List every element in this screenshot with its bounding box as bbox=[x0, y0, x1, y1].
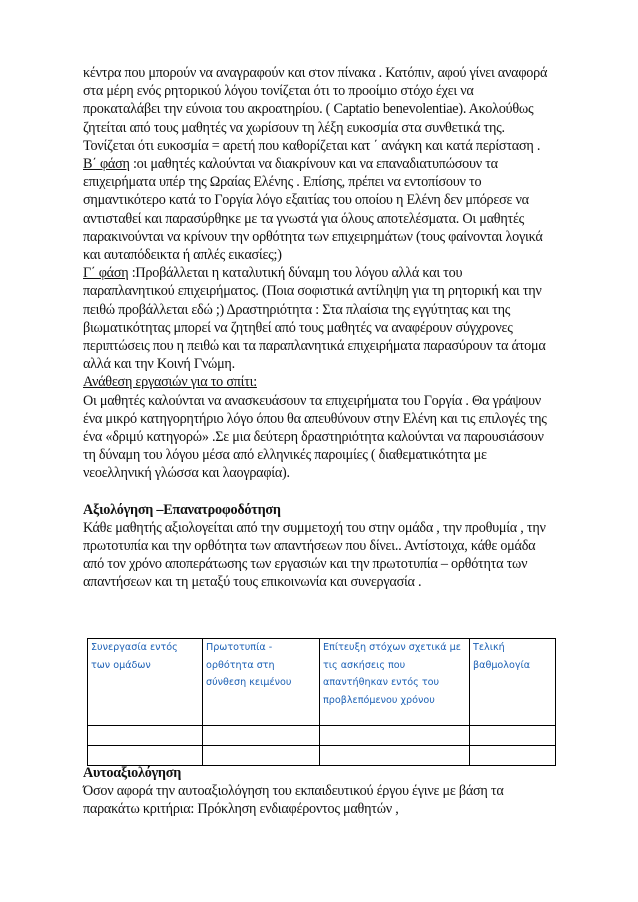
table-header-row bbox=[88, 639, 556, 726]
table-row bbox=[88, 726, 556, 746]
phase-c-paragraph bbox=[83, 264, 553, 373]
self-evaluation-paragraph: Όσον αφορά την αυτοαξιολόγηση του εκπαιδευτικού έργου έγινε με βάση τα παρακάτω κριτήρια: Πρόκληση ενδιαφέροντος μαθητών , bbox=[83, 783, 504, 818]
spacer bbox=[83, 483, 553, 501]
evaluation-table bbox=[87, 638, 556, 766]
phase-b-text: :οι μαθητές καλούνται να διακρίνουν και να επαναδιατυπώσουν τα επιχειρήματα υπέρ της Ωραίας Ελένης . Επίσης, πρέπει να εντοπίσουν το σημαντικότερο κατά το Γοργία λόγο εξαιτίας του οποίου η Ελένη δεν μπόρεσε να αντισταθεί και παρασύρθηκε με τα γνωστά για όλους αποτελέσματα. Οι μαθητές παρακινούνται να κρίνουν την ορθότητα των επιχειρημάτων (τους φαίνονται λογικά και αυταπόδεικτα ή απλές εικασίες;) bbox=[83, 156, 543, 264]
phase-c-label: Γ΄ φάση bbox=[83, 265, 129, 282]
phase-c-text: :Προβάλλεται η καταλυτική δύναμη του λόγου αλλά και του παραπλανητικού επιχειρήματος. (Ποια σοφιστικά αντίληψη για τη ρητορική και την πειθώ προβάλλεται εδώ ;) Δραστηριότητα : Στα πλαίσια της εγγύτητας και της βιωματικότητας μπορεί να ζητηθεί από τους μαθητές να αναφέρουν σύγχρονες περιπτώσεις που η πειθώ και τα παραπλανητικά επιχειρήματα παρασύρουν τα άτομα αλλά και την Κοινή Γνώμη. bbox=[83, 265, 546, 373]
table-cell bbox=[88, 726, 203, 746]
evaluation-paragraph: Κάθε μαθητής αξιολογείται από την συμμετοχή του στην ομάδα , την προθυμία , την πρωτοτυπία και την ορθότητα των απαντήσεων που δίνει.. Αντίστοιχα, κάθε ομάδα από τον χρόνο αποπεράτωσης των εργασιών και την πρωτοτυπία – ορθότητα των απαντήσεων και τη μεταξύ τους επικοινωνία και συνεργασία . bbox=[83, 519, 546, 591]
header-cell-cooperation: Συνεργασία εντός των ομάδων bbox=[88, 639, 203, 726]
table-cell bbox=[470, 746, 556, 766]
homework-paragraph: Οι μαθητές καλούνται να ανασκευάσουν τα επιχειρήματα του Γοργία . Θα γράψουν ένα μικρό κατηγορητήριο λόγο όπου θα απευθύνουν στην Ελένη και τις επιλογές της ένα «δριμύ κατηγορώ» .Σε μια δεύτερη δραστηριότητα καλούνται να παρουσιάσουν τη δύναμη του λόγου μέσα από ελληνικές παροιμίες ( διαθεματικότητα με νεοελληνική γλώσσα και λαογραφία). bbox=[83, 392, 547, 482]
body-text-lower bbox=[83, 764, 553, 819]
table-cell bbox=[203, 746, 320, 766]
header-cell-final-grade: Τελική βαθμολογία bbox=[470, 639, 556, 726]
header-cell-originality: Πρωτοτυπία - ορθότητα στη σύνθεση κειμένου bbox=[203, 639, 320, 726]
phase-b-label: Β΄ φάση bbox=[83, 156, 130, 173]
homework-heading: Ανάθεση εργασιών για το σπίτι: bbox=[83, 374, 257, 391]
table-cell bbox=[203, 726, 320, 746]
table-cell bbox=[470, 726, 556, 746]
table-row bbox=[88, 746, 556, 766]
phase-b-paragraph bbox=[83, 155, 553, 264]
table-cell bbox=[320, 746, 470, 766]
table-cell bbox=[88, 746, 203, 766]
evaluation-heading: Αξιολόγηση –Επανατροφοδότηση bbox=[83, 501, 281, 518]
self-evaluation-heading: Αυτοαξιολόγηση bbox=[83, 765, 182, 781]
body-text-upper bbox=[83, 64, 553, 592]
intro-paragraph: κέντρα που μπορούν να αναγραφούν και στον πίνακα . Κατόπιν, αφού γίνει αναφορά στα μέρη ενός ρητορικού λόγου τονίζεται ότι το προοίμιο στόχο έχει να προκαταλάβει την εύνοια του ακροατηρίου. ( Captatio benevolentiae). Ακολούθως ζητείται από τους μαθητές να χωρίσουν τη λέξη ευκοσμία στα συνθετικά της. Τονίζεται ότι ευκοσμία = αρετή που καθορίζεται κατ ΄ ανάγκη και κατά περίσταση . bbox=[83, 65, 548, 154]
header-cell-goals: Επίτευξη στόχων σχετικά με τις ασκήσεις που απαντήθηκαν εντός του προβλεπόμενου χρόνου bbox=[320, 639, 470, 726]
table-cell bbox=[320, 726, 470, 746]
